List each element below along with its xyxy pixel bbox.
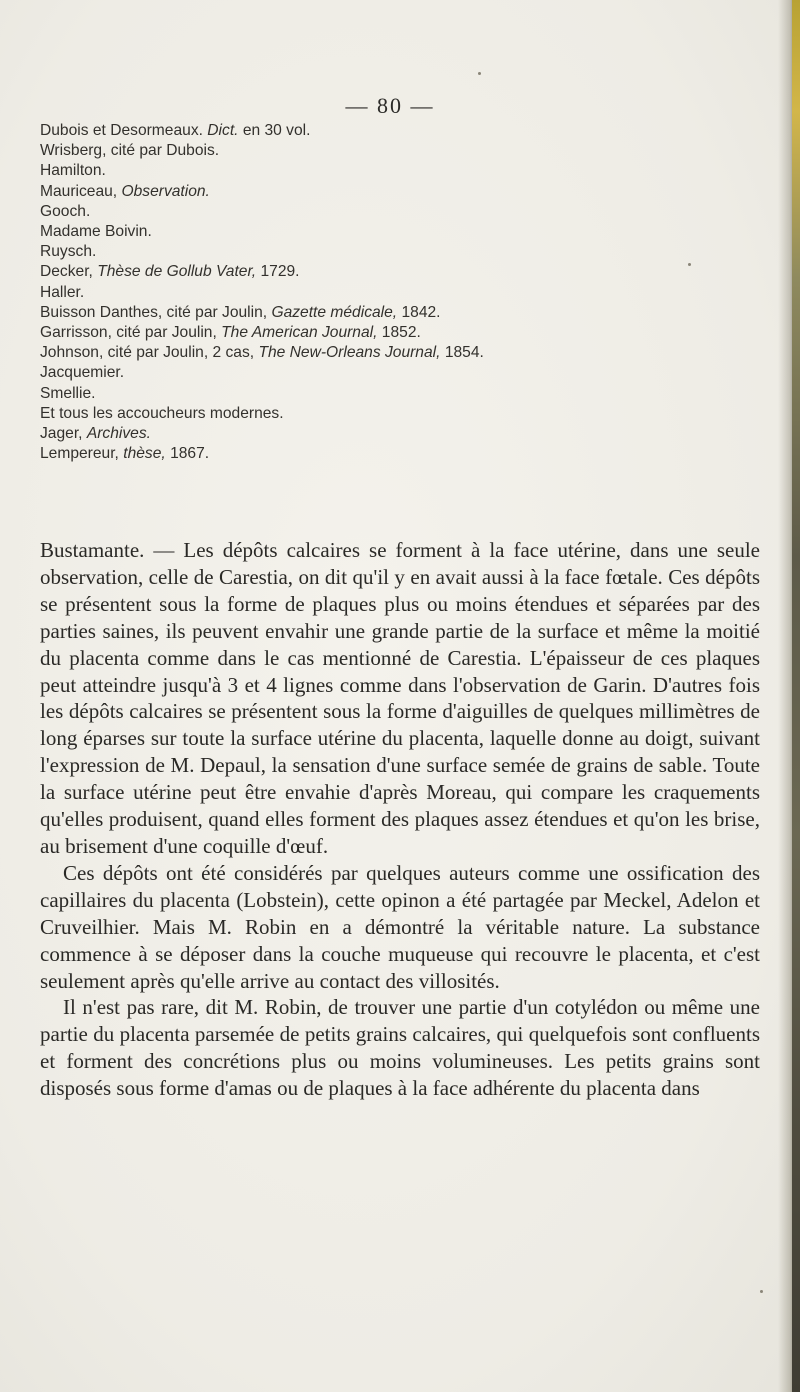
reference-item: Buisson Danthes, cité par Joulin, Gazette médicale, 1842. — [40, 303, 441, 321]
reference-item: Johnson, cité par Joulin, 2 cas, The New-Orleans Journal, 1854. — [40, 344, 484, 362]
reference-item: Haller. — [40, 283, 85, 301]
reference-item: Jacquemier. — [40, 364, 125, 382]
reference-item: Et tous les accoucheurs modernes. — [40, 404, 284, 422]
reference-item: Ruysch. — [40, 243, 97, 261]
reference-item: Decker, Thèse de Gollub Vater, 1729. — [40, 263, 300, 281]
paragraph: Il n'est pas rare, dit M. Robin, de trouver une partie d'un cotylédon ou même une partie du placenta parsemée de petits grains calcaires, qui quelquefois sont confluents et forment des concrétions plus ou moins volumineuses. Les petits grains sont disposés sous forme d'amas ou de plaques à la face adhérente du placenta dans — [40, 995, 760, 1101]
paragraph: Bustamante. — Les dépôts calcaires se forment à la face utérine, dans une seule observation, celle de Carestia, on dit qu'il y en avait aussi à la face fœtale. Ces dépôts se présentent sous la forme de plaques plus ou moins étendues et séparées par des parties saines, ils peuvent envahir une grande partie de la surface et même la moitié du placenta comme dans le cas mentionné de Carestia. L'épaisseur de ces plaques peut atteindre jusqu'à 3 et 4 lignes comme dans l'observation de Garin. D'autres fois les dépôts calcaires se présentent sous la forme d'aiguilles de quelques millimètres de long éparses sur toute la surface utérine du placenta, laquelle donne au doigt, suivant l'expression de M. Depaul, la sensation d'une surface semée de grains de sable. Toute la surface utérine peut être envahie d'après Moreau, qui compare les craquements qu'elles produisent, quand elles forment des plaques assez étendues et qu'on les brise, au brisement d'une coquille d'œuf. — [40, 538, 760, 858]
paper-speck — [688, 263, 691, 266]
reference-item: Jager, Archives. — [40, 425, 151, 443]
reference-item: Madame Boivin. — [40, 223, 152, 241]
page-number: — 80 — — [345, 93, 435, 118]
reference-item: Mauriceau, Observation. — [40, 182, 210, 200]
page-edge — [792, 0, 800, 1392]
paper-speck — [760, 1290, 763, 1293]
paragraph: Ces dépôts ont été considérés par quelques auteurs comme une ossification des capillaires du placenta (Lobstein), cette opinon a été partagée par Meckel, Adelon et Cruveilhier. Mais M. Robin en a démontré la véritable nature. La substance commence à se déposer dans la couche muqueuse qui recouvre le placenta, et c'est seulement après qu'elle arrive au contact des villosités. — [40, 860, 760, 993]
body-text — [40, 537, 760, 1102]
reference-item: Dubois et Desormeaux. Dict. en 30 vol. — [40, 122, 311, 139]
paper-speck — [478, 72, 481, 75]
reference-item: Wrisberg, cité par Dubois. — [40, 142, 220, 160]
reference-item: Gooch. — [40, 202, 91, 220]
reference-list — [40, 121, 760, 464]
reference-item: Garrisson, cité par Joulin, The American Journal, 1852. — [40, 324, 421, 342]
reference-item: Hamilton. — [40, 162, 106, 180]
reference-item: Smellie. — [40, 384, 96, 402]
reference-item: Lempereur, thèse, 1867. — [40, 445, 210, 463]
